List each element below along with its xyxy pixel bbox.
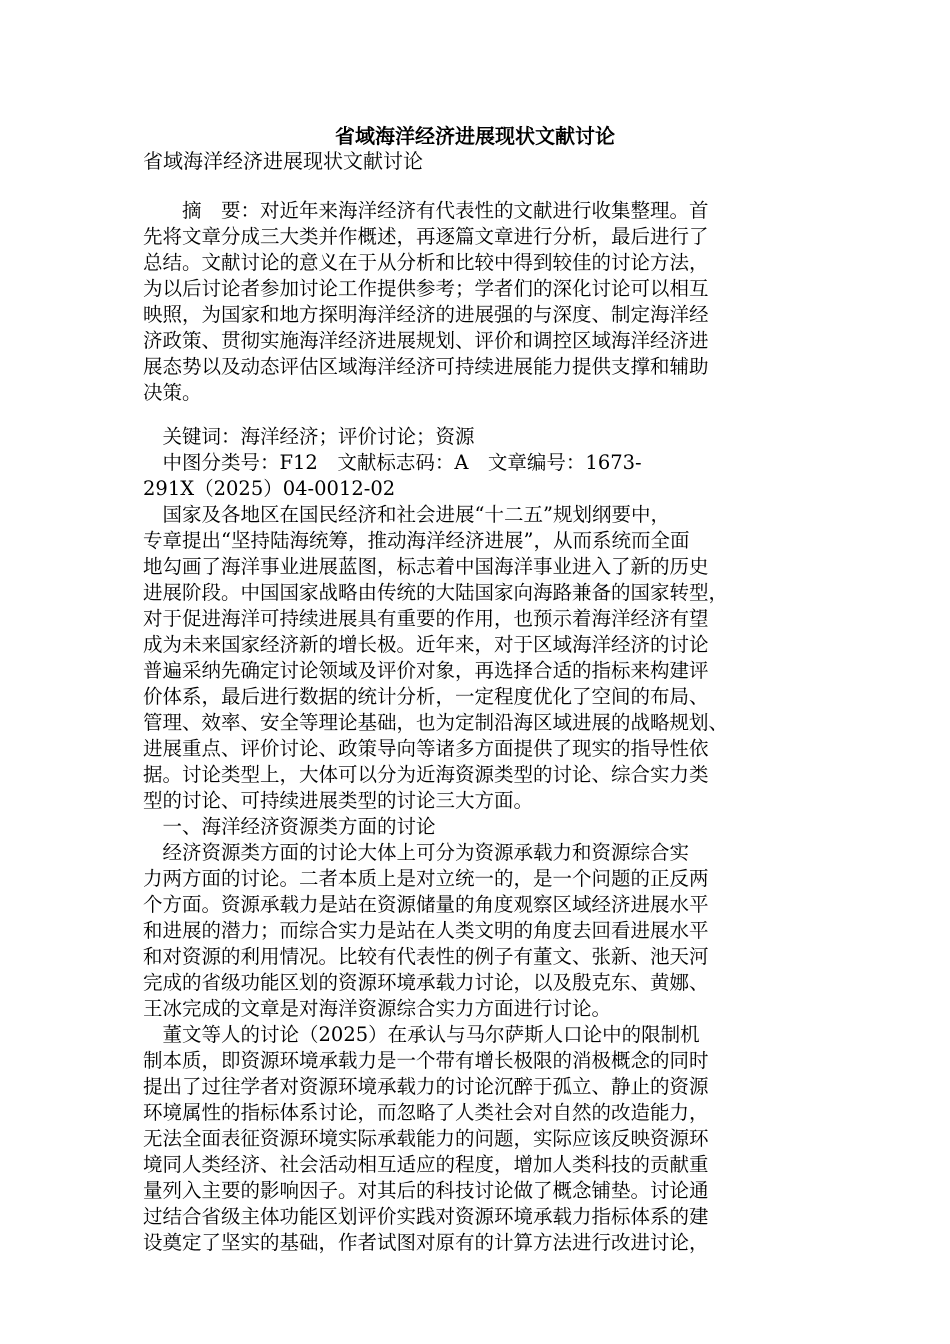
body-line: 管理、效率、安全等理论基础，也为定制沿海区域进展的战略规划、 xyxy=(143,711,729,734)
body-line: 和进展的潜力；而综合实力是站在人类文明的角度去回看进展水平 xyxy=(143,919,709,942)
classification-line: 中图分类号：F12 文献标志码：A 文章编号：1673- xyxy=(143,451,642,474)
body-line: 过结合省级主体功能区划评价实践对资源环境承载力指标体系的建 xyxy=(143,1205,709,1228)
body-line: 环境属性的指标体系讨论，而忽略了人类社会对自然的改造能力， xyxy=(143,1101,709,1124)
body-line: 制本质，即资源环境承载力是一个带有增长极限的消极概念的同时 xyxy=(143,1049,709,1072)
document-title: 省域海洋经济进展现状文献讨论 xyxy=(335,124,615,148)
body-line: 董文等人的讨论（2025）在承认与马尔萨斯人口论中的限制机 xyxy=(143,1023,700,1046)
body-line: 经济资源类方面的讨论大体上可分为资源承载力和资源综合实 xyxy=(143,841,690,864)
body-line: 成为未来国家经济新的增长极。近年来，对于区域海洋经济的讨论 xyxy=(143,633,709,656)
body-line: 力两方面的讨论。二者本质上是对立统一的，是一个问题的正反两 xyxy=(143,867,709,890)
document-subtitle: 省域海洋经济进展现状文献讨论 xyxy=(143,149,423,173)
abstract-line: 总结。文献讨论的意义在于从分析和比较中得到较佳的讨论方法， xyxy=(143,251,709,274)
body-line: 型的讨论、可持续进展类型的讨论三大方面。 xyxy=(143,789,534,812)
body-line: 进展阶段。中国国家战略由传统的大陆国家向海路兼备的国家转型， xyxy=(143,581,729,604)
body-line: 据。讨论类型上，大体可以分为近海资源类型的讨论、综合实力类 xyxy=(143,763,709,786)
abstract-line: 决策。 xyxy=(143,381,202,404)
abstract-line: 为以后讨论者参加讨论工作提供参考；学者们的深化讨论可以相互 xyxy=(143,277,709,300)
body-line: 价体系，最后进行数据的统计分析，一定程度优化了空间的布局、 xyxy=(143,685,709,708)
body-line: 普遍采纳先确定讨论领域及评价对象，再选择合适的指标来构建评 xyxy=(143,659,709,682)
body-line: 设奠定了坚实的基础，作者试图对原有的计算方法进行改进讨论， xyxy=(143,1231,709,1254)
abstract-line: 展态势以及动态评估区域海洋经济可持续进展能力提供支撑和辅助 xyxy=(143,355,709,378)
body-line: 提出了过往学者对资源环境承载力的讨论沉醉于孤立、静止的资源 xyxy=(143,1075,709,1098)
abstract-line: 济政策、贯彻实施海洋经济进展规划、评价和调控区域海洋经济进 xyxy=(143,329,709,352)
keywords-line: 关键词：海洋经济；评价讨论；资源 xyxy=(143,425,475,448)
body-line: 境同人类经济、社会活动相互适应的程度，增加人类科技的贡献重 xyxy=(143,1153,709,1176)
body-line: 个方面。资源承载力是站在资源储量的角度观察区域经济进展水平 xyxy=(143,893,709,916)
abstract-line: 先将文章分成三大类并作概述，再逐篇文章进行分析，最后进行了 xyxy=(143,225,709,248)
body-line: 进展重点、评价讨论、政策导向等诸多方面提供了现实的指导性依 xyxy=(143,737,709,760)
body-line: 国家及各地区在国民经济和社会进展“十二五”规划纲要中， xyxy=(143,503,670,526)
body-line: 王冰完成的文章是对海洋资源综合实力方面进行讨论。 xyxy=(143,997,612,1020)
body-line: 无法全面表征资源环境实际承载能力的问题，实际应该反映资源环 xyxy=(143,1127,709,1150)
abstract-line: 摘 要：对近年来海洋经济有代表性的文献进行收集整理。首 xyxy=(143,199,709,222)
body-line: 专章提出“坚持陆海统筹，推动海洋经济进展”，从而系统而全面 xyxy=(143,529,690,552)
body-line: 对于促进海洋可持续进展具有重要的作用，也预示着海洋经济有望 xyxy=(143,607,709,630)
section-heading: 一、海洋经济资源类方面的讨论 xyxy=(143,815,436,838)
body-line: 量列入主要的影响因子。对其后的科技讨论做了概念铺垫。讨论通 xyxy=(143,1179,709,1202)
body-line: 地勾画了海洋事业进展蓝图，标志着中国海洋事业进入了新的历史 xyxy=(143,555,709,578)
body-line: 和对资源的利用情况。比较有代表性的例子有董文、张新、池天河 xyxy=(143,945,709,968)
body-line: 完成的省级功能区划的资源环境承载力讨论，以及殷克东、黄娜、 xyxy=(143,971,709,994)
abstract-line: 映照，为国家和地方探明海洋经济的进展强的与深度、制定海洋经 xyxy=(143,303,709,326)
classification-line: 291X（2025）04-0012-02 xyxy=(143,477,396,500)
